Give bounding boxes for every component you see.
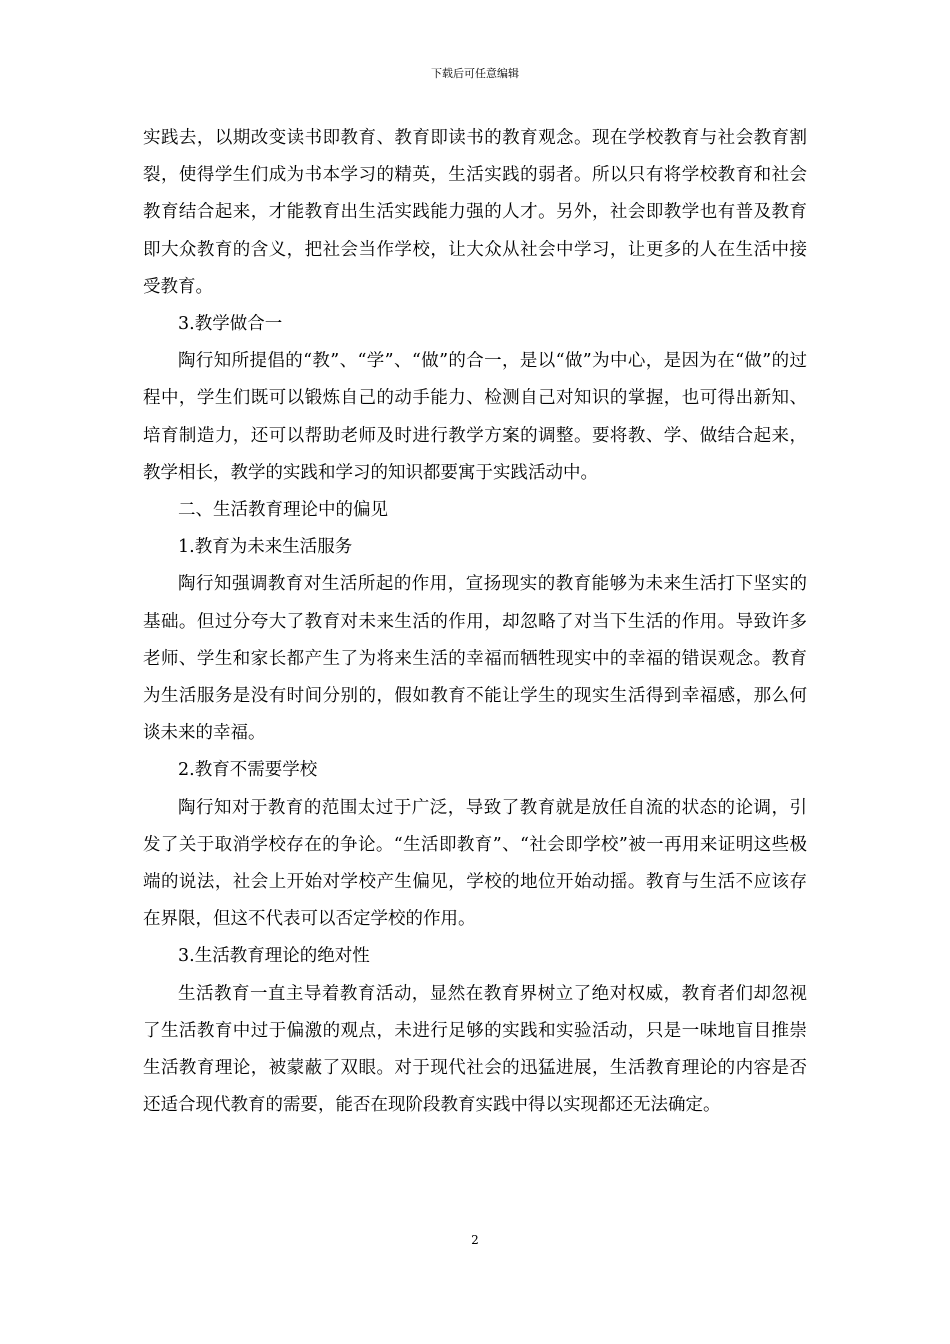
paragraph-continuation: 实践去，以期改变读书即教育、教育即读书的教育观念。现在学校教育与社会教育割裂，使得学生们成为书本学习的精英，生活实践的弱者。所以只有将学校教育和社会教育结合起来，才能教育出生活实践能力强的人才。另外，社会即教学也有普及教育即大众教育的含义，把社会当作学校，让大众从社会中学习，让更多的人在生活中接受教育。 [143, 128, 807, 297]
paragraph-no-school: 陶行知对于教育的范围太过于广泛，导致了教育就是放任自流的状态的论调，引发了关于取消学校存在的争论。“生活即教育”、“社会即学校”被一再用来证明这些极端的说法，社会上开始对学校产生偏见，学校的地位开始动摇。教育与生活不应该存在界限，但这不代表可以否定学校的作用。 [143, 797, 807, 930]
page-number: 2 [471, 1233, 479, 1247]
subheading-absoluteness: 3.生活教育理论的绝对性 [178, 946, 370, 967]
subheading-no-school: 2.教育不需要学校 [178, 760, 318, 781]
paragraph-absoluteness: 生活教育一直主导着教育活动，显然在教育界树立了绝对权威，教育者们却忽视了生活教育中过于偏激的观点，未进行足够的实践和实验活动，只是一味地盲目推崇生活教育理论，被蒙蔽了双眼。对于现代社会的迅猛进展，生活教育理论的内容是否还适合现代教育的需要，能否在现阶段教育实践中得以实现都还无法确定。 [143, 983, 807, 1116]
page-header: 下载后可任意编辑 [431, 67, 519, 80]
document-body [143, 120, 807, 1124]
paragraph-future-life: 陶行知强调教育对生活所起的作用，宣扬现实的教育能够为未来生活打下坚实的基础。但过分夸大了教育对未来生活的作用，却忽略了对当下生活的作用。导致许多老师、学生和家长都产生了为将来生活的幸福而牺牲现实中的幸福的错误观念。教育为生活服务是没有时间分别的，假如教育不能让学生的现实生活得到幸福感，那么何谈未来的幸福。 [143, 574, 807, 744]
subheading-future-life: 1.教育为未来生活服务 [178, 537, 353, 558]
subheading-teaching-doing-unity: 3.教学做合一 [178, 314, 283, 335]
section-heading-prejudice: 二、生活教育理论中的偏见 [178, 500, 388, 521]
paragraph-teaching-doing: 陶行知所提倡的“教”、“学”、“做”的合一，是以“做”为中心，是因为在“做”的过程中，学生们既可以锻炼自己的动手能力、检测自己对知识的掌握，也可得出新知、培育制造力，还可以帮助老师及时进行教学方案的调整。要将教、学、做结合起来，教学相长，教学的实践和学习的知识都要寓于实践活动中。 [143, 351, 807, 483]
